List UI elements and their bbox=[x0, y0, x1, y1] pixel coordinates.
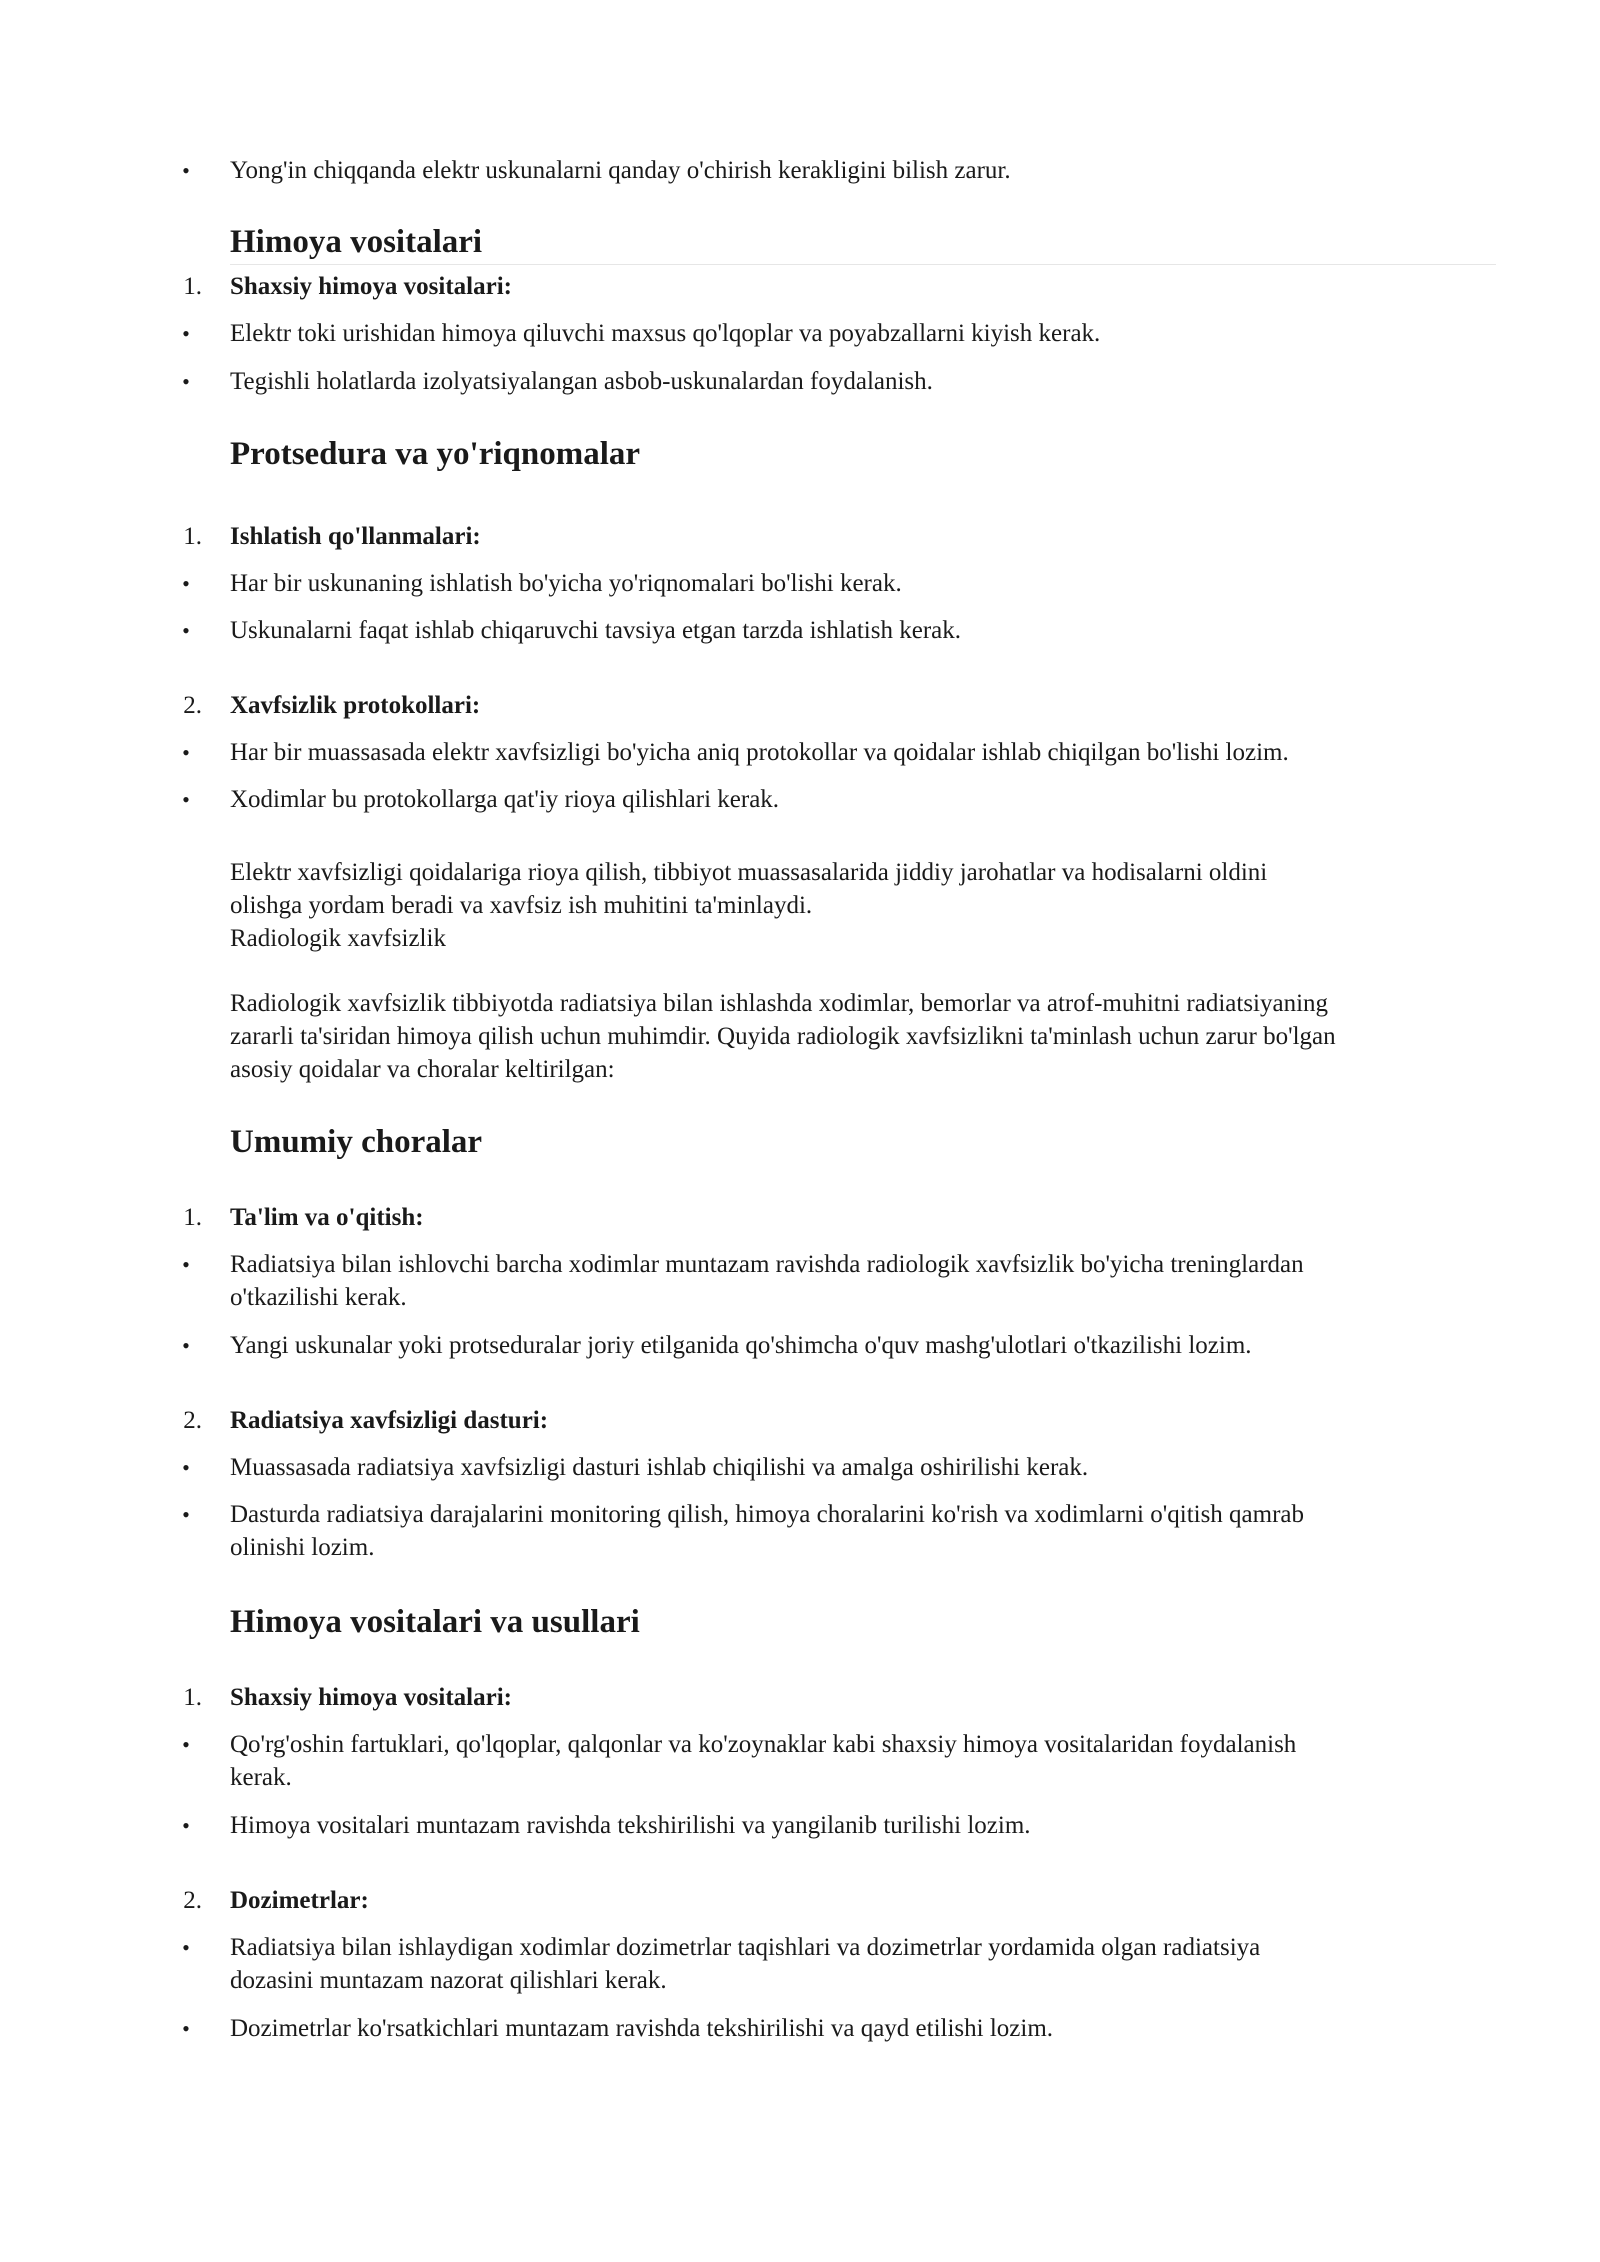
text-line: Radiologik xavfsizlik tibbiyotda radiatsiya bilan ishlashda xodimlar, bemorlar va atrof-muhitni radiatsiyaning bbox=[230, 990, 1329, 1017]
text-line: olinishi lozim. bbox=[230, 1534, 375, 1561]
bullet-dot-icon: • bbox=[182, 618, 190, 643]
text-line: o'tkazilishi kerak. bbox=[230, 1284, 407, 1311]
list-number: 1. bbox=[183, 273, 202, 300]
bullet-dot-icon: • bbox=[182, 1732, 190, 1757]
bullet-dot-icon: • bbox=[182, 571, 190, 596]
text-line: dozasini muntazam nazorat qilishlari kerak. bbox=[230, 1967, 667, 1994]
bullet-dot-icon: • bbox=[182, 1455, 190, 1480]
text-line: asosiy qoidalar va choralar keltirilgan: bbox=[230, 1056, 615, 1083]
section-heading: Himoya vositalari va usullari bbox=[230, 1604, 640, 1640]
heading-underline bbox=[230, 264, 1496, 265]
bullet-dot-icon: • bbox=[182, 369, 190, 394]
text-line: olishga yordam beradi va xavfsiz ish muhitini ta'minlaydi. bbox=[230, 892, 813, 919]
text-line: Dozimetrlar ko'rsatkichlari muntazam ravishda tekshirilishi va qayd etilishi lozim. bbox=[230, 2015, 1054, 2042]
bullet-dot-icon: • bbox=[182, 1813, 190, 1838]
text-line: Himoya vositalari muntazam ravishda tekshirilishi va yangilanib turilishi lozim. bbox=[230, 1812, 1031, 1839]
bullet-dot-icon: • bbox=[182, 1502, 190, 1527]
text-line: Elektr xavfsizligi qoidalariga rioya qilish, tibbiyot muassasalarida jiddiy jarohatlar va hodisalarni oldini bbox=[230, 859, 1268, 886]
numbered-item-label: Shaxsiy himoya vositalari: bbox=[230, 1684, 512, 1711]
text-line: Dasturda radiatsiya darajalarini monitoring qilish, himoya choralarini ko'rish va xodimlarni o'qitish qamrab bbox=[230, 1501, 1305, 1528]
bullet-dot-icon: • bbox=[182, 1935, 190, 1960]
list-number: 2. bbox=[183, 1887, 202, 1914]
numbered-item-label: Radiatsiya xavfsizligi dasturi: bbox=[230, 1407, 549, 1434]
text-line: zararli ta'siridan himoya qilish uchun muhimdir. Quyida radiologik xavfsizlikni ta'minlash uchun zarur bo'lgan bbox=[230, 1023, 1336, 1050]
text-line: Har bir muassasada elektr xavfsizligi bo'yicha aniq protokollar va qoidalar ishlab chiqilgan bo'lishi lozim. bbox=[230, 739, 1289, 766]
bullet-dot-icon: • bbox=[182, 740, 190, 765]
list-number: 1. bbox=[183, 1684, 202, 1711]
section-heading: Protsedura va yo'riqnomalar bbox=[230, 436, 641, 472]
text-line: kerak. bbox=[230, 1764, 292, 1791]
text-line: Xodimlar bu protokollarga qat'iy rioya qilishlari kerak. bbox=[230, 786, 780, 813]
numbered-item-label: Xavfsizlik protokollari: bbox=[230, 692, 481, 719]
numbered-item-label: Ta'lim va o'qitish: bbox=[230, 1204, 424, 1231]
numbered-item-label: Ishlatish qo'llanmalari: bbox=[230, 523, 481, 550]
text-line: Yong'in chiqqanda elektr uskunalarni qanday o'chirish kerakligini bilish zarur. bbox=[230, 157, 1011, 184]
bullet-dot-icon: • bbox=[182, 321, 190, 346]
list-number: 2. bbox=[183, 692, 202, 719]
list-number: 2. bbox=[183, 1407, 202, 1434]
text-line: Uskunalarni faqat ishlab chiqaruvchi tavsiya etgan tarzda ishlatish kerak. bbox=[230, 617, 961, 644]
numbered-item-label: Shaxsiy himoya vositalari: bbox=[230, 273, 512, 300]
text-line: Tegishli holatlarda izolyatsiyalangan asbob-uskunalardan foydalanish. bbox=[230, 368, 933, 395]
section-heading: Himoya vositalari bbox=[230, 224, 483, 260]
text-line: Muassasada radiatsiya xavfsizligi dasturi ishlab chiqilishi va amalga oshirilishi kerak. bbox=[230, 1454, 1089, 1481]
text-line: Har bir uskunaning ishlatish bo'yicha yo'riqnomalari bo'lishi kerak. bbox=[230, 570, 902, 597]
text-line: Elektr toki urishidan himoya qiluvchi maxsus qo'lqoplar va poyabzallarni kiyish kerak. bbox=[230, 320, 1101, 347]
numbered-item-label: Dozimetrlar: bbox=[230, 1887, 369, 1914]
section-heading: Umumiy choralar bbox=[230, 1124, 483, 1160]
bullet-dot-icon: • bbox=[182, 2016, 190, 2041]
bullet-dot-icon: • bbox=[182, 787, 190, 812]
list-number: 1. bbox=[183, 1204, 202, 1231]
text-line: Radiatsiya bilan ishlaydigan xodimlar dozimetrlar taqishlari va dozimetrlar yordamida olgan radiatsiya bbox=[230, 1934, 1261, 1961]
text-line: Qo'rg'oshin fartuklari, qo'lqoplar, qalqonlar va ko'zoynaklar kabi shaxsiy himoya vositalaridan foydalanish bbox=[230, 1731, 1297, 1758]
text-line: Radiatsiya bilan ishlovchi barcha xodimlar muntazam ravishda radiologik xavfsizlik bo'yicha treninglardan bbox=[230, 1251, 1304, 1278]
text-line: Yangi uskunalar yoki protseduralar joriy etilganida qo'shimcha o'quv mashg'ulotlari o'tkazilishi lozim. bbox=[230, 1332, 1252, 1359]
list-number: 1. bbox=[183, 523, 202, 550]
text-line: Radiologik xavfsizlik bbox=[230, 925, 446, 952]
bullet-dot-icon: • bbox=[182, 158, 190, 183]
bullet-dot-icon: • bbox=[182, 1333, 190, 1358]
bullet-dot-icon: • bbox=[182, 1252, 190, 1277]
